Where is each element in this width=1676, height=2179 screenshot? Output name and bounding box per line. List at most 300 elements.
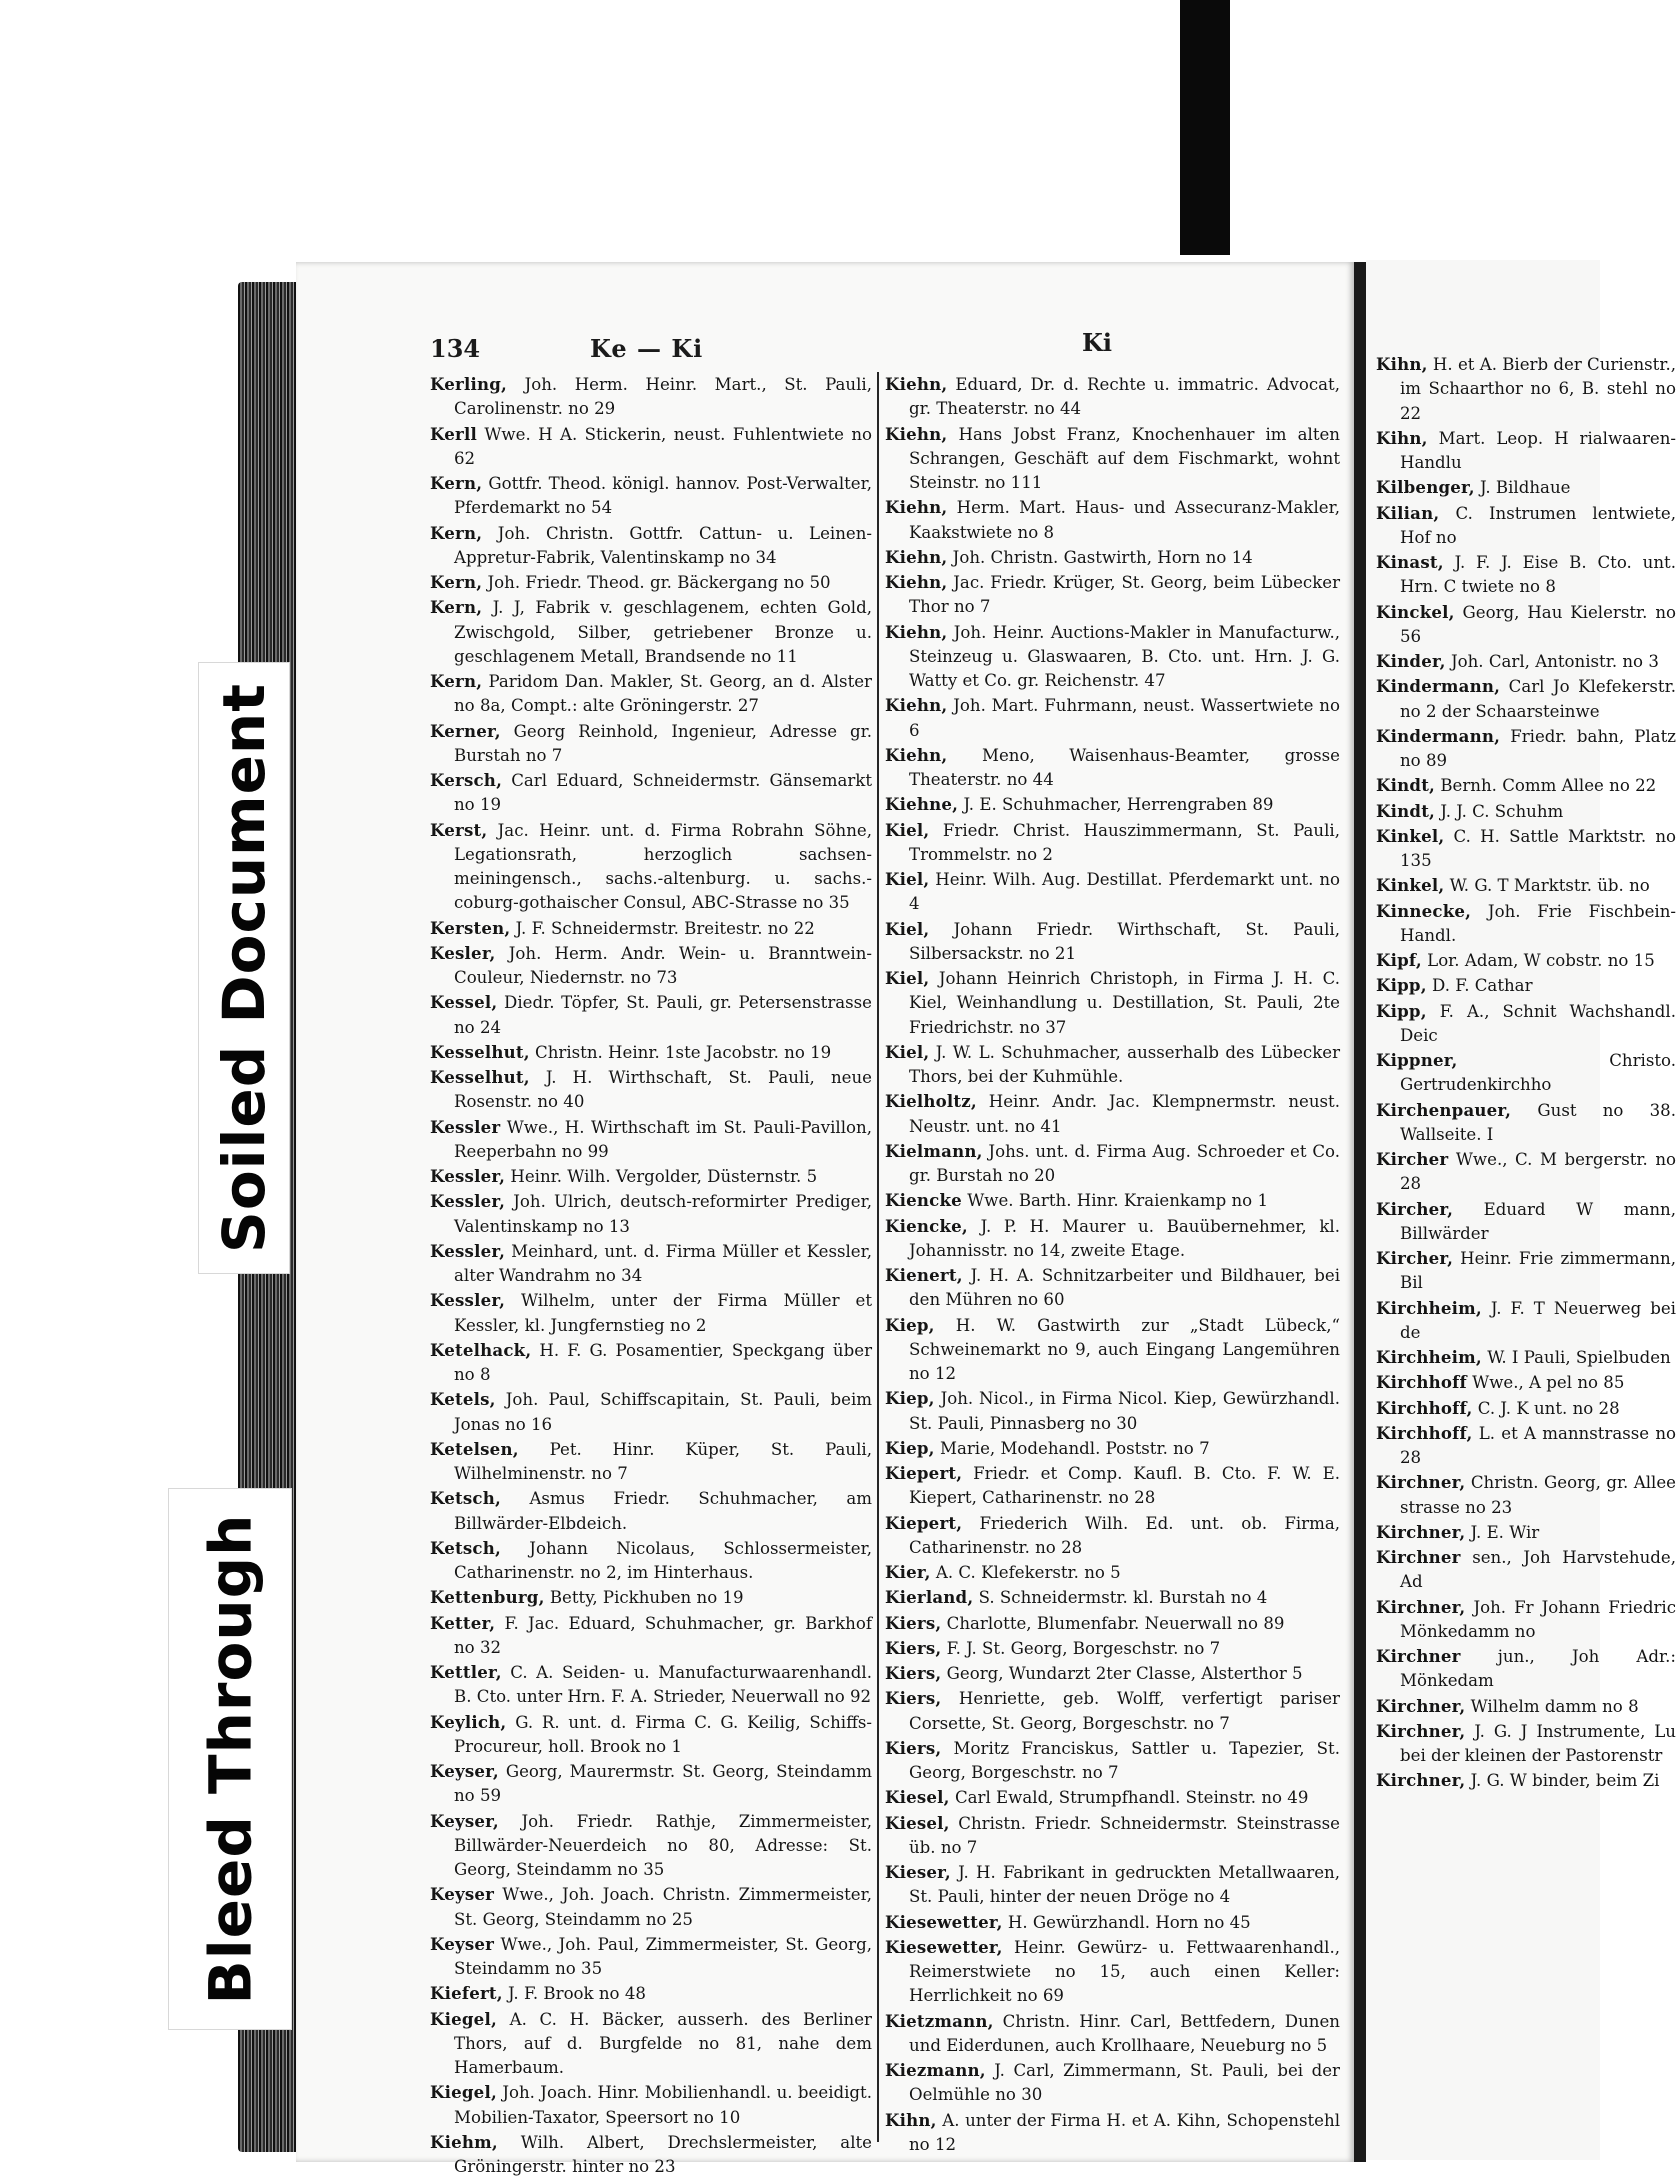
directory-entry xyxy=(885,1511,1340,1561)
directory-entry xyxy=(885,1935,1340,2009)
entry-name: Kircher, xyxy=(1376,1248,1454,1268)
entry-name: Kiel, xyxy=(885,819,930,840)
entry-name: Kirchhoff xyxy=(1376,1372,1467,1393)
entry-details: J. G. W binder, beim Zi xyxy=(1470,1771,1660,1791)
entry-name: Kirchner, xyxy=(1376,1770,1466,1791)
entry-name: Kirchner xyxy=(1376,1646,1461,1666)
directory-entry xyxy=(1376,799,1676,824)
soiled-document-text: Soiled Document xyxy=(210,683,279,1253)
entry-name: Kettenburg, xyxy=(430,1587,545,1608)
entry-details: H. et A. Bierb der Curienstr., im Schaarthor no 6, B. stehl no 22 xyxy=(1400,355,1676,423)
directory-entry xyxy=(1376,824,1676,874)
directory-entry xyxy=(430,471,872,521)
entry-details: Joh. Joach. Hinr. Mobilienhandl. u. beeidigt. Mobilien-Taxator, Speersort no 10 xyxy=(454,2083,872,2127)
entry-details: Wwe., Joh. Joach. Christn. Zimmermeister, St. Georg, Steindamm no 25 xyxy=(454,1885,872,1929)
bleed-through-text: Bleed Through xyxy=(196,1513,265,2005)
directory-entry xyxy=(430,521,872,571)
entry-name: Kinder, xyxy=(1376,651,1446,671)
entry-details: Heinr. Andr. Jac. Klempnermstr. neust. Neustr. unt. no 41 xyxy=(909,1092,1340,1136)
directory-entry xyxy=(430,1040,872,1065)
directory-entry xyxy=(1376,1719,1676,1769)
entry-name: Kiers, xyxy=(885,1688,942,1709)
entry-details: Wwe. H A. Stickerin, neust. Fuhlentwiete no 62 xyxy=(454,424,872,468)
entry-name: Kindermann, xyxy=(1376,725,1501,746)
entry-details: Joh. Nicol., in Firma Nicol. Kiep, Gewürzhandl. St. Pauli, Pinnasberg no 30 xyxy=(909,1389,1340,1433)
entry-name: Kesselhut, xyxy=(430,1067,530,1087)
directory-entry xyxy=(1376,550,1676,600)
entry-details: Heinr. Gewürz- u. Fettwaarenhandl., Reimerstwiete no 15, auch einen Keller: Herrlichkeit no 69 xyxy=(909,1937,1340,2006)
entry-name: Kessler xyxy=(430,1116,501,1137)
entry-details: Joh. Herm. Heinr. Mart., St. Pauli, Carolinenstr. no 29 xyxy=(454,375,872,419)
entry-name: Kirchner, xyxy=(1376,1472,1466,1493)
directory-entry xyxy=(430,1660,872,1710)
directory-entry xyxy=(430,1437,872,1487)
entry-name: Kiel, xyxy=(885,869,930,889)
entry-details: Carl Ewald, Strumpfhandl. Steinstr. no 49 xyxy=(954,1788,1309,1808)
entry-name: Kiefert, xyxy=(430,1983,503,2004)
entry-details: Charlotte, Blumenfabr. Neuerwall no 89 xyxy=(946,1613,1285,1633)
entry-name: Keyser xyxy=(430,1933,495,1954)
entry-details: J. F. J. Eise B. Cto. unt. Hrn. C twiete no 8 xyxy=(1400,553,1676,597)
directory-entry xyxy=(430,990,872,1040)
entry-name: Kihn, xyxy=(1376,354,1428,374)
entry-details: Friedr. et Comp. Kaufl. B. Cto. F. W. E. Kiepert, Catharinenstr. no 28 xyxy=(909,1464,1340,1508)
directory-entry xyxy=(885,867,1340,917)
directory-entry xyxy=(1376,1768,1676,1793)
directory-entry xyxy=(885,917,1340,967)
entry-details: J. P. H. Maurer u. Bauübernehmer, kl. Johannisstr. no 14, zweite Etage. xyxy=(909,1216,1341,1260)
directory-entry xyxy=(1376,1296,1676,1346)
entry-details: Carl Jo Klefekerstr. no 2 der Schaarsteinwe xyxy=(1400,677,1676,721)
entry-details: Wwe. Barth. Hinr. Kraienkamp no 1 xyxy=(967,1191,1269,1211)
entry-details: Hans Jobst Franz, Knochenhauer im alten Schrangen, Geschäft auf dem Fischmarkt, wohnt Steinstr. no 111 xyxy=(909,424,1340,492)
entry-name: Kinast, xyxy=(1376,552,1444,572)
entry-details: Gottfr. Theod. königl. hannov. Post-Verwalter, Pferdemarkt no 54 xyxy=(454,474,873,518)
entry-name: Kihn, xyxy=(1376,427,1428,448)
entry-details: Christn. Hinr. Carl, Bettfedern, Dunen und Eiderdunen, auch Krollhaare, Neueburg no 5 xyxy=(909,2011,1340,2055)
directory-entry xyxy=(885,1686,1340,1736)
directory-entry xyxy=(885,1636,1340,1661)
directory-entry xyxy=(430,1809,872,1883)
entry-details: Meno, Waisenhaus-Beamter, grosse Theaterstr. no 44 xyxy=(909,745,1340,789)
directory-entry xyxy=(430,1065,872,1115)
entry-details: Joh. Heinr. Auctions-Makler in Manufacturw., Steinzeug u. Glaswaaren, B. Cto. unt. Hrn. J. G. Watty et Co. gr. Reichenstr. 47 xyxy=(909,622,1340,690)
entry-details: Wwe., A pel no 85 xyxy=(1472,1373,1625,1393)
directory-entry xyxy=(885,2009,1340,2059)
entry-details: Georg, Hau Kielerstr. no 56 xyxy=(1400,602,1676,646)
entry-name: Kiehn, xyxy=(885,497,948,518)
directory-entry xyxy=(1376,1370,1676,1395)
right-page-fragment xyxy=(1366,260,1676,2160)
entry-name: Kersch, xyxy=(430,770,503,790)
column-divider xyxy=(877,372,879,2142)
directory-entry xyxy=(885,1611,1340,1636)
entry-details: Joh. Christn. Gastwirth, Horn no 14 xyxy=(952,547,1253,567)
entry-name: Ketter, xyxy=(430,1612,496,1633)
directory-entry xyxy=(885,1040,1340,1090)
directory-entry xyxy=(1376,501,1676,551)
directory-entry xyxy=(1376,1545,1676,1595)
entry-name: Kiesewetter, xyxy=(885,1911,1003,1932)
directory-entry xyxy=(1376,1595,1676,1645)
entry-name: Kiehn, xyxy=(885,572,948,592)
entry-details: Paridom Dan. Makler, St. Georg, an d. Alster no 8a, Compt.: alte Gröningerstr. 27 xyxy=(454,672,872,716)
directory-entry xyxy=(1376,1345,1676,1370)
entry-name: Kinkel, xyxy=(1376,825,1445,846)
directory-entry xyxy=(885,1139,1340,1189)
entry-details: Johs. unt. d. Firma Aug. Schroeder et Co. gr. Burstah no 20 xyxy=(909,1141,1340,1185)
entry-details: Pet. Hinr. Küper, St. Pauli, Wilhelminenstr. no 7 xyxy=(454,1439,872,1483)
directory-entry xyxy=(1376,1246,1676,1296)
entry-details: Joh. Herm. Andr. Wein- u. Branntwein-Couleur, Niedernstr. no 73 xyxy=(454,943,872,987)
directory-entry xyxy=(1376,1520,1676,1545)
directory-entry xyxy=(1376,475,1676,500)
entry-details: S. Schneidermstr. kl. Burstah no 4 xyxy=(978,1588,1268,1608)
entry-details: Asmus Friedr. Schuhmacher, am Billwärder-Elbdeich. xyxy=(454,1489,872,1533)
entry-details: H. F. G. Posamentier, Speckgang über no 8 xyxy=(454,1340,872,1384)
entry-details: Wilhelm, unter der Firma Müller et Kessler, kl. Jungfernstieg no 2 xyxy=(454,1291,872,1335)
entry-name: Kiel, xyxy=(885,918,930,939)
directory-entry xyxy=(430,916,872,941)
entry-name: Kihn, xyxy=(885,2109,937,2130)
entry-name: Kier, xyxy=(885,1562,931,1582)
entry-details: Georg, Wundarzt 2ter Classe, Alsterthor 5 xyxy=(946,1664,1303,1683)
entry-details: C. J. K unt. no 28 xyxy=(1477,1398,1620,1418)
entry-name: Kiep, xyxy=(885,1314,935,1335)
entry-name: Kerner, xyxy=(430,720,501,741)
directory-entry xyxy=(885,1386,1340,1436)
entry-name: Kern, xyxy=(430,597,483,618)
entry-name: Keyser, xyxy=(430,1761,499,1781)
directory-entry xyxy=(430,1759,872,1809)
entry-details: Joh. Friedr. Rathje, Zimmermeister, Billwärder-Neuerdeich no 80, Adresse: St. Georg, Steindamm no 35 xyxy=(454,1811,872,1879)
entry-name: Kern, xyxy=(430,522,483,543)
directory-entry xyxy=(430,372,872,422)
directory-entry xyxy=(1376,948,1676,973)
entry-details: Marie, Modehandl. Poststr. no 7 xyxy=(939,1438,1210,1458)
entry-details: Carl Eduard, Schneidermstr. Gänsemarkt no 19 xyxy=(454,771,872,815)
entry-name: Kirchhoff, xyxy=(1376,1397,1473,1418)
entry-name: Kietzmann, xyxy=(885,2010,994,2031)
entry-name: Kern, xyxy=(430,671,483,691)
entry-details: Herm. Mart. Haus- und Assecuranz-Makler, Kaakstwiete no 8 xyxy=(909,498,1340,542)
entry-details: J. Carl, Zimmermann, St. Pauli, bei der Oelmühle no 30 xyxy=(909,2061,1340,2105)
directory-entry xyxy=(885,1263,1340,1313)
entry-name: Kircher, xyxy=(1376,1198,1454,1219)
entry-name: Kern, xyxy=(430,473,483,493)
entry-details: Eduard W mann, Billwärder xyxy=(1400,1199,1676,1243)
entry-name: Kersten, xyxy=(430,917,511,938)
directory-entry xyxy=(885,2058,1340,2108)
directory-entry xyxy=(1376,724,1676,774)
entry-name: Kessel, xyxy=(430,992,498,1013)
entry-details: H. W. Gastwirth zur „Stadt Lübeck,“ Schweinemarkt no 9, auch Eingang Langemühren no 12 xyxy=(909,1315,1340,1383)
entry-details: Joh. Frie Fischbein-Handl. xyxy=(1400,901,1676,945)
entry-name: Kerling, xyxy=(430,374,508,394)
entry-details: jun., Joh Adr.: Mönkedam xyxy=(1400,1647,1676,1691)
entry-name: Kessler, xyxy=(430,1166,506,1186)
right-page-column xyxy=(1376,352,1676,1794)
directory-entry xyxy=(885,1910,1340,1935)
entry-details: Joh. Paul, Schiffscapitain, St. Pauli, beim Jonas no 16 xyxy=(454,1390,872,1434)
entry-details: Moritz Franciskus, Sattler u. Tapezier, St. Georg, Borgeschstr. no 7 xyxy=(909,1738,1340,1782)
entry-details: Joh. Ulrich, deutsch-reformirter Prediger, Valentinskamp no 13 xyxy=(454,1192,872,1236)
entry-details: G. R. unt. d. Firma C. G. Keilig, Schiffs-Procureur, holl. Brook no 1 xyxy=(454,1712,872,1756)
entry-details: Friedr. Christ. Hauszimmermann, St. Pauli, Trommelstr. no 2 xyxy=(909,820,1340,864)
entry-name: Kiegel, xyxy=(430,2082,497,2103)
directory-entry xyxy=(885,743,1340,793)
page-number: 134 xyxy=(430,334,481,363)
directory-entry xyxy=(1376,999,1676,1049)
entry-name: Ketsch, xyxy=(430,1488,501,1509)
directory-entry xyxy=(430,1164,872,1189)
entry-details: W. G. T Marktstr. üb. no xyxy=(1449,876,1650,896)
entry-name: Kerst, xyxy=(430,819,488,840)
directory-entry xyxy=(430,2130,872,2179)
directory-entry xyxy=(430,2007,872,2081)
directory-entry xyxy=(1376,1470,1676,1520)
entry-details: J. Bildhaue xyxy=(1480,478,1571,498)
entry-name: Kinckel, xyxy=(1376,601,1455,622)
entry-name: Kiers, xyxy=(885,1737,942,1758)
entry-name: Kierland, xyxy=(885,1587,974,1608)
directory-entry xyxy=(1376,600,1676,650)
directory-entry xyxy=(430,422,872,472)
entry-name: Kiel, xyxy=(885,968,930,988)
entry-name: Kessler, xyxy=(430,1240,506,1261)
entry-name: Kiepert, xyxy=(885,1512,963,1533)
entry-name: Kessler, xyxy=(430,1290,506,1311)
directory-entry xyxy=(430,719,872,769)
entry-name: Kiesel, xyxy=(885,1812,950,1833)
entry-name: Kiehn, xyxy=(885,695,948,716)
directory-entry xyxy=(885,1560,1340,1585)
directory-entry xyxy=(1376,873,1676,898)
entry-name: Kienert, xyxy=(885,1265,963,1285)
entry-name: Ketelsen, xyxy=(430,1438,519,1459)
entry-details: Lor. Adam, W cobstr. no 15 xyxy=(1427,951,1655,970)
directory-entry xyxy=(430,1288,872,1338)
entry-details: J. F. Schneidermstr. Breitestr. no 22 xyxy=(515,918,815,938)
entry-details: Diedr. Töpfer, St. Pauli, gr. Petersenstrasse no 24 xyxy=(454,993,872,1037)
directory-entry xyxy=(1376,899,1676,949)
entry-name: Ketsch, xyxy=(430,1537,501,1558)
entry-name: Keylich, xyxy=(430,1711,507,1732)
entry-name: Kiehn, xyxy=(885,546,948,567)
directory-entry xyxy=(430,570,872,595)
entry-name: Kirchner, xyxy=(1376,1695,1466,1716)
entry-details: sen., Joh Harvstehude, Ad xyxy=(1400,1548,1676,1592)
entry-details: J. J. C. Schuhm xyxy=(1440,801,1564,821)
entry-name: Kirchner, xyxy=(1376,1720,1466,1741)
directory-entry xyxy=(430,669,872,719)
entry-name: Kiencke xyxy=(885,1190,962,1211)
entry-details: J. W. L. Schuhmacher, ausserhalb des Lübecker Thors, bei der Kuhmühle. xyxy=(909,1042,1341,1086)
entry-name: Kiesel, xyxy=(885,1787,950,1808)
entry-name: Kindt, xyxy=(1376,800,1436,821)
entry-details: D. F. Cathar xyxy=(1432,976,1533,996)
page-range: Ke — Ki xyxy=(590,334,704,363)
entry-name: Kielmann, xyxy=(885,1140,983,1161)
directory-entry xyxy=(430,1536,872,1586)
directory-entry xyxy=(1376,426,1676,476)
directory-entry xyxy=(1376,352,1676,426)
entry-details: C. Instrumen lentwiete, Hof no xyxy=(1400,503,1676,547)
entry-name: Kirchheim, xyxy=(1376,1297,1482,1318)
directory-entry xyxy=(430,1932,872,1982)
entry-name: Kiehn, xyxy=(885,423,948,444)
entry-name: Kiehne, xyxy=(885,794,959,815)
entry-details: Christo. Gertrudenkirchho xyxy=(1400,1051,1676,1095)
entry-details: Joh. Friedr. Theod. gr. Bäckergang no 50 xyxy=(487,573,831,592)
directory-entry xyxy=(885,1436,1340,1461)
directory-entry xyxy=(430,1239,872,1289)
entry-name: Kircher xyxy=(1376,1149,1449,1169)
directory-entry xyxy=(430,595,872,669)
entry-name: Kiezmann, xyxy=(885,2060,986,2080)
entry-name: Kielholtz, xyxy=(885,1091,977,1112)
directory-entry xyxy=(430,1387,872,1437)
directory-entry xyxy=(1376,1421,1676,1471)
entry-details: C. A. Seiden- u. Manufacturwaarenhandl. B. Cto. unter Hrn. F. A. Strieder, Neuerwall no 92 xyxy=(454,1663,872,1707)
directory-entry xyxy=(430,1486,872,1536)
entry-details: J. H. Fabrikant in gedruckten Metallwaaren, St. Pauli, hinter der neuen Dröge no 4 xyxy=(909,1863,1340,1907)
directory-entry xyxy=(1376,1147,1676,1197)
entry-name: Kiel, xyxy=(885,1041,930,1062)
directory-entry xyxy=(430,768,872,818)
entry-details: Bernh. Comm Allee no 22 xyxy=(1440,776,1657,796)
directory-entry xyxy=(885,1313,1340,1387)
entry-name: Kiepert, xyxy=(885,1463,963,1483)
directory-entry xyxy=(885,966,1340,1040)
entry-name: Kirchheim, xyxy=(1376,1347,1482,1367)
entry-details: J. H. Wirthschaft, St. Pauli, neue Rosenstr. no 40 xyxy=(454,1068,872,1112)
entry-name: Keyser xyxy=(430,1884,495,1905)
entry-details: Wilh. Albert, Drechslermeister, alte Gröningerstr. hinter no 23 xyxy=(454,2132,872,2176)
entry-name: Kipf, xyxy=(1376,950,1422,970)
entry-name: Kippner, xyxy=(1376,1050,1458,1070)
directory-entry xyxy=(430,2080,872,2130)
entry-name: Kiencke, xyxy=(885,1215,968,1236)
entry-details: Christn. Heinr. 1ste Jacobstr. no 19 xyxy=(535,1042,832,1062)
entry-details: Friederich Wilh. Ed. unt. ob. Firma, Catharinenstr. no 28 xyxy=(909,1513,1340,1557)
directory-entry xyxy=(885,570,1340,620)
entry-name: Kirchenpauer, xyxy=(1376,1099,1512,1120)
directory-entry xyxy=(430,1115,872,1165)
right-column-head: Ki xyxy=(1082,328,1112,357)
entry-name: Kipp, xyxy=(1376,1000,1427,1021)
entry-name: Kindermann, xyxy=(1376,676,1501,697)
book-gutter xyxy=(1354,262,1366,2162)
directory-entry xyxy=(885,1661,1340,1686)
directory-entry xyxy=(430,1710,872,1760)
entry-details: Christn. Georg, gr. Allee strasse no 23 xyxy=(1400,1473,1676,1517)
directory-entry xyxy=(1376,649,1676,674)
entry-name: Kiehm, xyxy=(430,2131,498,2152)
entry-name: Kern, xyxy=(430,572,483,592)
scan-margin xyxy=(1230,0,1600,260)
entry-name: Kindt, xyxy=(1376,775,1436,796)
directory-entry xyxy=(1376,773,1676,798)
directory-column-right xyxy=(885,372,1340,2157)
directory-entry xyxy=(885,1736,1340,1786)
entry-name: Kirchner, xyxy=(1376,1521,1466,1542)
entry-name: Kiep, xyxy=(885,1388,935,1409)
entry-details: A. C. Klefekerstr. no 5 xyxy=(935,1563,1121,1582)
entry-name: Keyser, xyxy=(430,1810,499,1831)
directory-entry xyxy=(885,1214,1340,1264)
entry-details: Jac. Friedr. Krüger, St. Georg, beim Lübecker Thor no 7 xyxy=(909,573,1341,617)
entry-name: Kiehn, xyxy=(885,744,948,765)
entry-details: Joh. Fr Johann Friedric Mönkedamm no xyxy=(1400,1597,1676,1641)
entry-details: F. A., Schnit Wachshandl. Deic xyxy=(1400,1001,1676,1045)
directory-entry xyxy=(885,693,1340,743)
entry-name: Kiep, xyxy=(885,1437,935,1458)
entry-details: Georg Reinhold, Ingenieur, Adresse gr. Burstah no 7 xyxy=(454,721,872,765)
page-header xyxy=(430,328,1310,368)
directory-entry xyxy=(1376,1694,1676,1719)
directory-entry xyxy=(885,792,1340,817)
directory-entry xyxy=(1376,973,1676,998)
directory-entry xyxy=(885,372,1340,422)
entry-details: Henriette, geb. Wolff, verfertigt pariser Corsette, St. Georg, Borgeschstr. no 7 xyxy=(909,1689,1340,1733)
entry-details: Wwe., C. M bergerstr. no 28 xyxy=(1400,1150,1676,1194)
entry-name: Kipp, xyxy=(1376,975,1427,996)
entry-details: Johann Heinrich Christoph, in Firma J. H. C. Kiel, Weinhandlung u. Destillation, St. Pauli, 2te Friedrichstr. no 37 xyxy=(909,969,1340,1037)
entry-name: Kilian, xyxy=(1376,502,1440,523)
entry-details: Joh. Carl, Antonistr. no 3 xyxy=(1450,652,1659,671)
directory-entry xyxy=(885,1811,1340,1861)
directory-entry xyxy=(430,1981,872,2006)
directory-entry xyxy=(885,545,1340,570)
bleed-through-label xyxy=(168,1488,292,2030)
directory-entry xyxy=(1376,1644,1676,1694)
entry-name: Kirchner xyxy=(1376,1547,1461,1567)
directory-entry xyxy=(885,422,1340,496)
entry-details: Christn. Friedr. Schneidermstr. Steinstrasse üb. no 7 xyxy=(909,1813,1340,1857)
entry-details: Johann Friedr. Wirthschaft, St. Pauli, Silbersackstr. no 21 xyxy=(909,919,1340,963)
directory-entry xyxy=(430,1338,872,1388)
entry-name: Kieser, xyxy=(885,1862,951,1882)
directory-entry xyxy=(885,1860,1340,1910)
directory-entry xyxy=(1376,1197,1676,1247)
entry-details: Heinr. Wilh. Aug. Destillat. Pferdemarkt unt. no 4 xyxy=(909,870,1340,914)
directory-entry xyxy=(1376,1048,1676,1098)
entry-details: A. unter der Firma H. et A. Kihn, Schopenstehl no 12 xyxy=(909,2110,1340,2154)
entry-name: Kiehn, xyxy=(885,374,948,394)
directory-entry xyxy=(1376,1098,1676,1148)
entry-details: J. F. T Neuerweg bei de xyxy=(1400,1298,1676,1342)
directory-entry xyxy=(430,941,872,991)
entry-details: Meinhard, unt. d. Firma Müller et Kessler, alter Wandrahm no 34 xyxy=(454,1241,872,1285)
entry-name: Ketels, xyxy=(430,1389,496,1410)
entry-details: J. H. A. Schnitzarbeiter und Bildhauer, bei den Mühren no 60 xyxy=(909,1266,1341,1310)
entry-details: Georg, Maurermstr. St. Georg, Steindamm no 59 xyxy=(454,1762,873,1806)
entry-name: Kessler, xyxy=(430,1191,506,1212)
entry-details: Betty, Pickhuben no 19 xyxy=(549,1588,744,1608)
directory-entry xyxy=(430,1611,872,1661)
directory-entry xyxy=(885,2108,1340,2158)
entry-details: Joh. Christn. Gottfr. Cattun- u. Leinen-Appretur-Fabrik, Valentinskamp no 34 xyxy=(454,523,873,567)
directory-entry xyxy=(885,1461,1340,1511)
entry-details: Johann Nicolaus, Schlossermeister, Catharinenstr. no 2, im Hinterhaus. xyxy=(454,1538,872,1582)
entry-name: Kinkel, xyxy=(1376,875,1445,896)
directory-entry xyxy=(885,818,1340,868)
directory-entry xyxy=(885,495,1340,545)
directory-entry xyxy=(885,1089,1340,1139)
entry-details: W. I Pauli, Spielbuden xyxy=(1487,1348,1671,1367)
entry-name: Kilbenger, xyxy=(1376,477,1475,498)
